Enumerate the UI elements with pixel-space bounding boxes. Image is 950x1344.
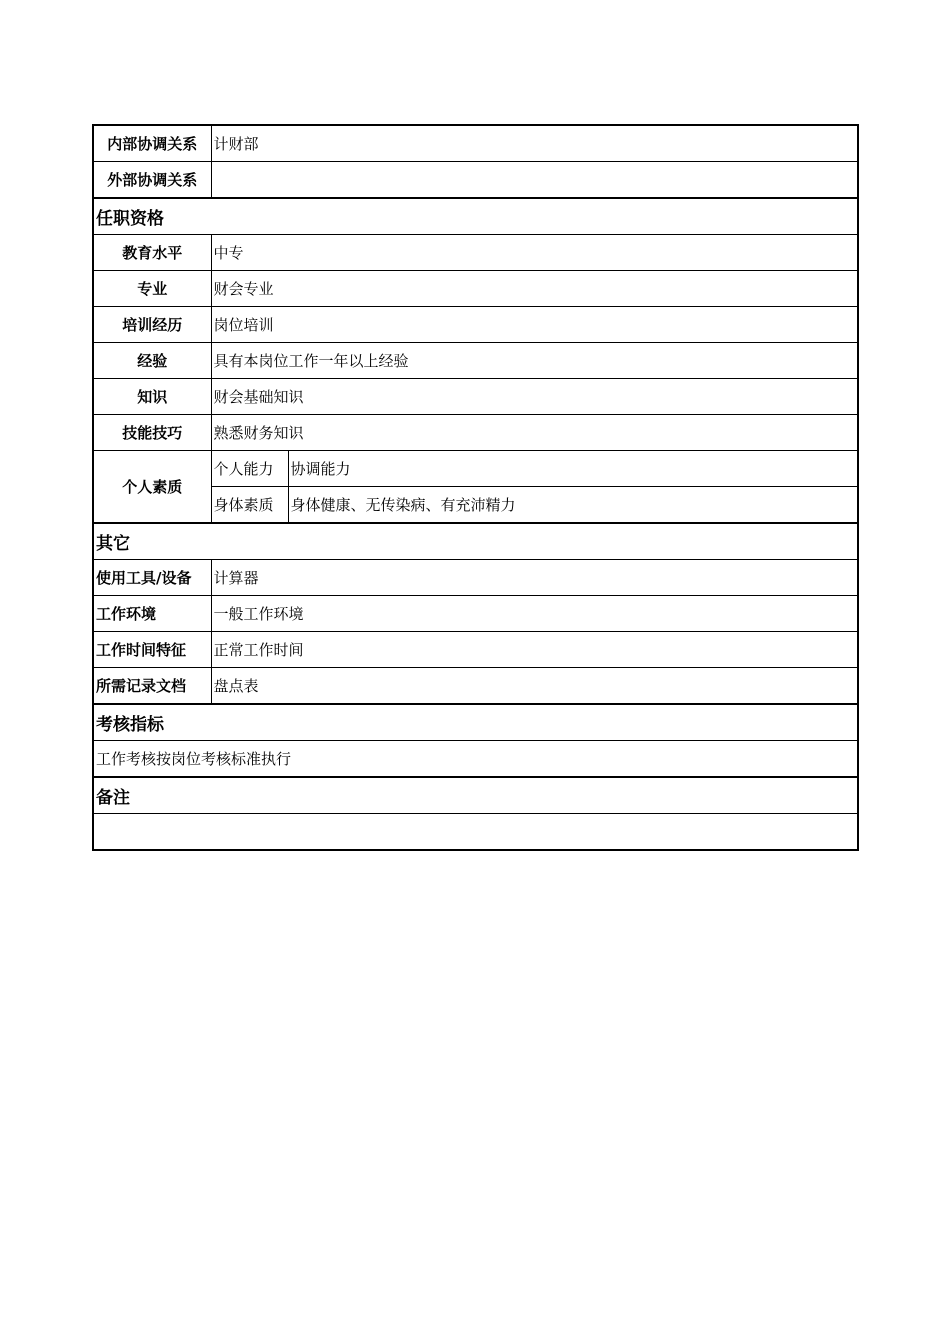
knowledge-row xyxy=(93,379,858,415)
remarks-section-title: 备注 xyxy=(93,777,858,814)
education-row xyxy=(93,235,858,271)
work-time-row xyxy=(93,632,858,668)
assessment-row xyxy=(93,741,858,778)
internal-coordination-value: 计财部 xyxy=(211,125,858,162)
qualifications-section-row xyxy=(93,198,858,235)
records-value: 盘点表 xyxy=(211,668,858,705)
assessment-value: 工作考核按岗位考核标准执行 xyxy=(93,741,858,778)
other-section-title: 其它 xyxy=(93,523,858,560)
personal-ability-row xyxy=(93,451,858,487)
remarks-value xyxy=(93,814,858,851)
work-time-value: 正常工作时间 xyxy=(211,632,858,668)
major-label: 专业 xyxy=(93,271,211,307)
qualifications-section-title: 任职资格 xyxy=(93,198,858,235)
external-coordination-value xyxy=(211,162,858,199)
work-time-label: 工作时间特征 xyxy=(93,632,211,668)
major-value: 财会专业 xyxy=(211,271,858,307)
records-row xyxy=(93,668,858,705)
experience-value: 具有本岗位工作一年以上经验 xyxy=(211,343,858,379)
physical-label: 身体素质 xyxy=(211,487,288,524)
ability-value: 协调能力 xyxy=(288,451,858,487)
skills-row xyxy=(93,415,858,451)
knowledge-value: 财会基础知识 xyxy=(211,379,858,415)
records-label: 所需记录文档 xyxy=(93,668,211,705)
job-description-sheet xyxy=(92,124,859,851)
internal-coordination-row xyxy=(93,125,858,162)
job-description-table xyxy=(92,124,859,851)
experience-label: 经验 xyxy=(93,343,211,379)
tools-label: 使用工具/设备 xyxy=(93,560,211,596)
external-coordination-row xyxy=(93,162,858,199)
training-value: 岗位培训 xyxy=(211,307,858,343)
tools-row xyxy=(93,560,858,596)
tools-value: 计算器 xyxy=(211,560,858,596)
environment-value: 一般工作环境 xyxy=(211,596,858,632)
education-value: 中专 xyxy=(211,235,858,271)
assessment-section-row xyxy=(93,704,858,741)
knowledge-label: 知识 xyxy=(93,379,211,415)
ability-label: 个人能力 xyxy=(211,451,288,487)
remarks-row xyxy=(93,814,858,851)
internal-coordination-label: 内部协调关系 xyxy=(93,125,211,162)
major-row xyxy=(93,271,858,307)
physical-value: 身体健康、无传染病、有充沛精力 xyxy=(288,487,858,524)
environment-row xyxy=(93,596,858,632)
personal-quality-label: 个人素质 xyxy=(93,451,211,524)
external-coordination-label: 外部协调关系 xyxy=(93,162,211,199)
environment-label: 工作环境 xyxy=(93,596,211,632)
experience-row xyxy=(93,343,858,379)
training-row xyxy=(93,307,858,343)
remarks-section-row xyxy=(93,777,858,814)
education-label: 教育水平 xyxy=(93,235,211,271)
assessment-section-title: 考核指标 xyxy=(93,704,858,741)
skills-label: 技能技巧 xyxy=(93,415,211,451)
skills-value: 熟悉财务知识 xyxy=(211,415,858,451)
other-section-row xyxy=(93,523,858,560)
training-label: 培训经历 xyxy=(93,307,211,343)
